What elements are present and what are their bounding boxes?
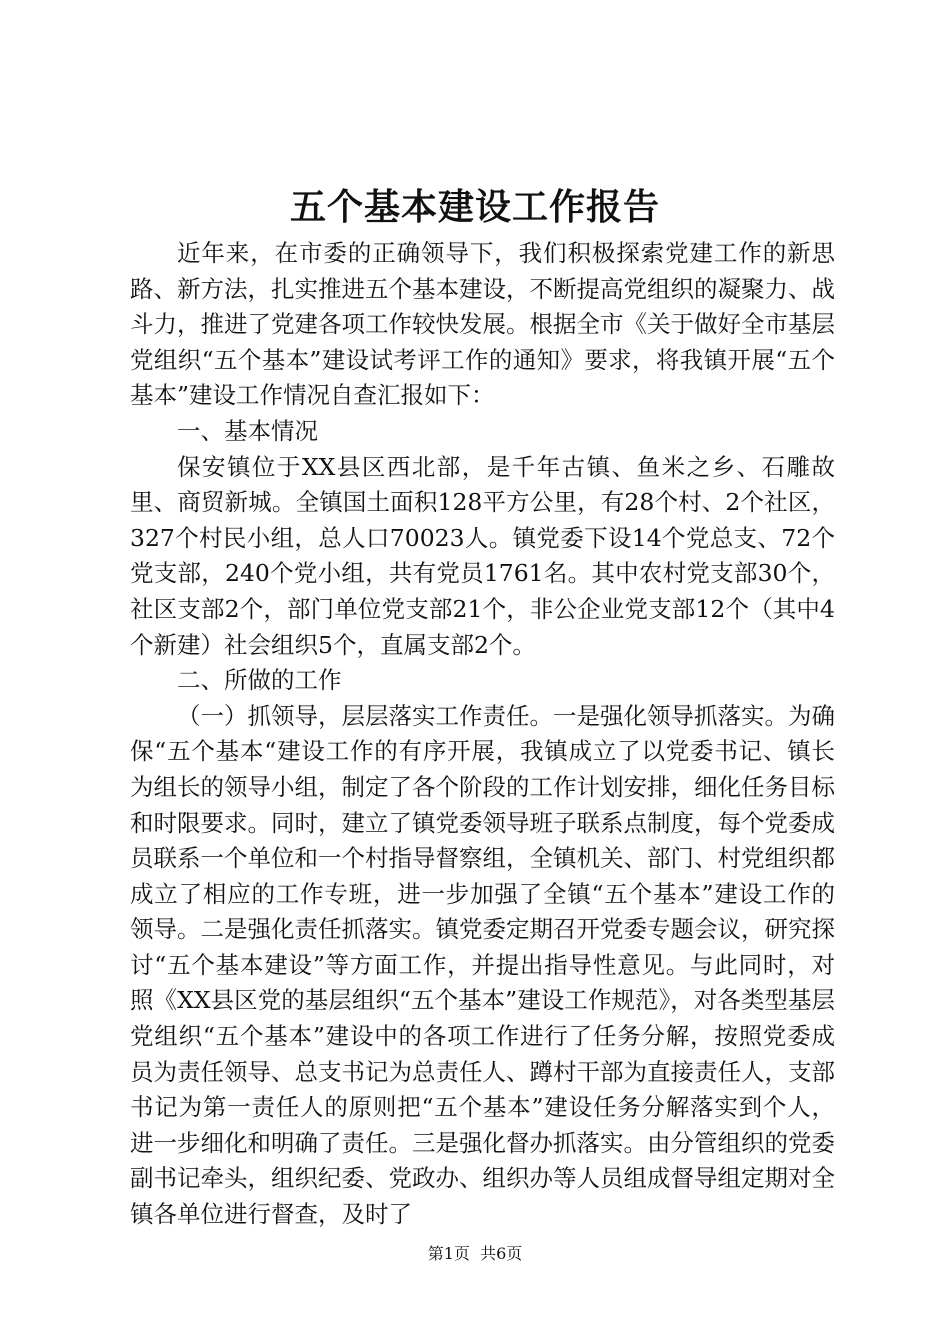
- page-total: 共6页: [480, 1244, 523, 1263]
- work-done-paragraph: （一）抓领导，层层落实工作责任。一是强化领导抓落实。为确保“五个基本“建设工作的有序开展，我镇成立了以党委书记、镇长为组长的领导小组，制定了各个阶段的工作计划安排，细化任务目标和时限要求。同时，建立了镇党委领导班子联系点制度，每个党委成员联系一个单位和一个村指导督察组，全镇机关、部门、村党组织都成立了相应的工作专班，进一步加强了全镇“五个基本”建设工作的领导。二是强化责任抓落实。镇党委定期召开党委专题会议，研究探讨“五个基本建设”等方面工作，并提出指导性意见。与此同时，对照《XX县区党的基层组织“五个基本”建设工作规范》，对各类型基层党组织“五个基本”建设中的各项工作进行了任务分解，按照党委成员为责任领导、总支书记为总责任人、蹲村干部为直接责任人，支部书记为第一责任人的原则把“五个基本”建设任务分解落实到个人，进一步细化和明确了责任。三是强化督办抓落实。由分管组织的党委副书记牵头，组织纪委、党政办、组织办等人员组成督导组定期对全镇各单位进行督查，及时了: [130, 701, 835, 1229]
- document-body: [130, 236, 835, 1233]
- section-heading-basic-situation: 一、基本情况: [177, 416, 318, 445]
- intro-paragraph: 近年来，在市委的正确领导下，我们积极探索党建工作的新思路、新方法，扎实推进五个基本建设，不断提高党组织的凝聚力、战斗力，推进了党建各项工作较快发展。根据全市《关于做好全市基层党组织“五个基本”建设试考评工作的通知》要求，将我镇开展“五个基本”建设工作情况自查汇报如下：: [130, 239, 835, 410]
- page-footer: [0, 1243, 950, 1265]
- document-title: 五个基本建设工作报告: [289, 186, 660, 228]
- page-number: 第1页: [427, 1244, 470, 1263]
- section-heading-work-done: 二、所做的工作: [177, 666, 342, 695]
- basic-situation-paragraph: 保安镇位于XX县区西北部，是千年古镇、鱼米之乡、石雕故里、商贸新城。全镇国土面积128平方公里，有28个村、2个社区，327个村民小组，总人口70023人。镇党委下设14个党总支、72个党支部，240个党小组，共有党员1761名。其中农村党支部30个，社区支部2个，部门单位党支部21个，非公企业党支部12个（其中4个新建）社会组织5个，直属支部2个。: [130, 452, 835, 659]
